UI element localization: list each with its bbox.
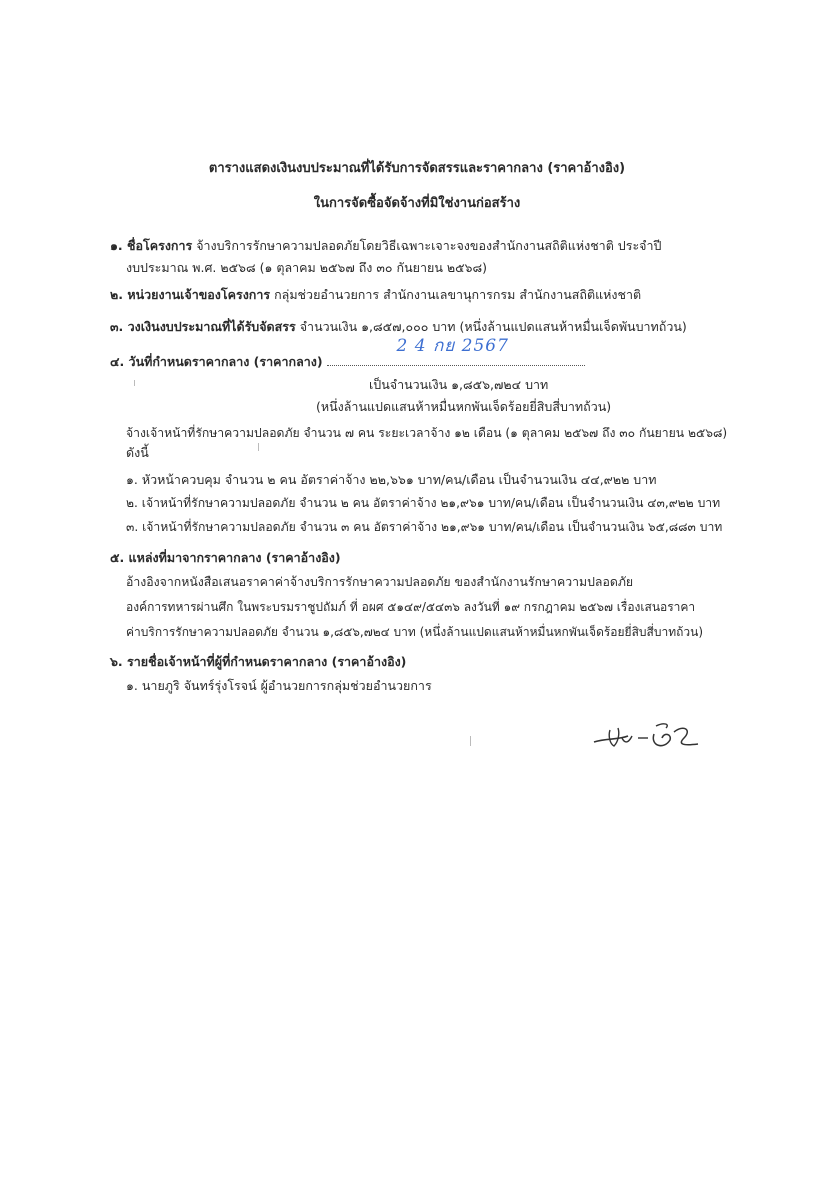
- section-1-text: จ้างบริการรักษาความปลอดภัยโดยวิธีเฉพาะเจาะจงของสำนักงานสถิติแห่งชาติ ประจำปี: [196, 238, 662, 253]
- section-6-label: ๖. รายชื่อเจ้าหน้าที่ผู้ที่กำหนดราคากลาง (ราคาอ้างอิง): [110, 654, 407, 669]
- section-4-detail-2: ดังนี้: [126, 445, 149, 460]
- section-6: [110, 653, 406, 671]
- section-3-label: ๓. วงเงินงบประมาณที่ได้รับจัดสรร: [110, 319, 296, 334]
- section-5-line: ค่าบริการรักษาความปลอดภัย จำนวน ๑,๘๕๖,๗๒๔ บาท (หนึ่งล้านแปดแสนห้าหมื่นหกพันเจ็ดร้อยยี่สิบสี่บาทถ้วน): [126, 625, 703, 639]
- section-2-text: กลุ่มช่วยอำนวยการ สำนักงานเลขานุการกรม สำนักงานสถิติแห่งชาติ: [274, 287, 642, 302]
- section-2-label: ๒. หน่วยงานเจ้าของโครงการ: [110, 287, 271, 302]
- section-4-detail: จ้างเจ้าหน้าที่รักษาความปลอดภัย จำนวน ๗ คน ระยะเวลาจ้าง ๑๒ เดือน (๑ ตุลาคม ๒๕๖๗ ถึง ๓๐ กันยายน ๒๕๖๘): [126, 426, 728, 440]
- section-5: [110, 549, 341, 567]
- section-1-label: ๑. ชื่อโครงการ: [110, 238, 193, 253]
- scan-mark: [258, 443, 259, 451]
- section-4: [110, 336, 585, 371]
- scan-mark: [470, 736, 471, 746]
- section-1-text-2: งบประมาณ พ.ศ. ๒๕๖๘ (๑ ตุลาคม ๒๕๖๗ ถึง ๓๐ กันยายน ๒๕๖๘): [126, 260, 487, 275]
- handwritten-date: 2 4 กย 2567: [396, 336, 509, 356]
- section-4-label: ๔. วันที่กำหนดราคากลาง (ราคากลาง): [110, 354, 323, 369]
- section-3: [110, 318, 687, 336]
- signature: [588, 716, 708, 756]
- section-2: [110, 286, 641, 304]
- list-item: ๒. เจ้าหน้าที่รักษาความปลอดภัย จำนวน ๒ คน อัตราค่าจ้าง ๒๑,๙๖๑ บาท/คน/เดือน เป็นจำนวนเงิน ๔๓,๙๒๒ บาท: [126, 496, 721, 510]
- document-subtitle: ในการจัดซื้อจัดจ้างที่มิใช่งานก่อสร้าง: [313, 196, 521, 211]
- scan-mark: [134, 380, 135, 386]
- section-5-line: อ้างอิงจากหนังสือเสนอราคาค่าจ้างบริการรักษาความปลอดภัย ของสำนักงานรักษาความปลอดภัย: [126, 575, 634, 589]
- section-3-text: จำนวนเงิน ๑,๘๕๗,๐๐๐ บาท (หนึ่งล้านแปดแสนห้าหมื่นเจ็ดพันบาทถ้วน): [299, 319, 687, 334]
- date-dotted-line: [327, 336, 585, 366]
- section-5-label: ๕. แหล่งที่มาจากราคากลาง (ราคาอ้างอิง): [110, 550, 341, 565]
- section-4-amount-words: (หนึ่งล้านแปดแสนห้าหมื่นหกพันเจ็ดร้อยยี่สิบสี่บาทถ้วน): [316, 399, 612, 414]
- list-item: ๑. หัวหน้าควบคุม จำนวน ๒ คน อัตราค่าจ้าง ๒๒,๖๖๑ บาท/คน/เดือน เป็นจำนวนเงิน ๔๔,๙๒๒ บาท: [126, 472, 657, 487]
- list-item: ๓. เจ้าหน้าที่รักษาความปลอดภัย จำนวน ๓ คน อัตราค่าจ้าง ๒๑,๙๖๑ บาท/คน/เดือน เป็นจำนวนเงิน ๖๕,๘๘๓ บาท: [126, 520, 723, 534]
- section-6-item: ๑. นายภูริ จันทร์รุ่งโรจน์ ผู้อำนวยการกลุ่มช่วยอำนวยการ: [126, 678, 432, 693]
- document-title: ตารางแสดงเงินงบประมาณที่ได้รับการจัดสรรและราคากลาง (ราคาอ้างอิง): [208, 161, 626, 176]
- section-1: [110, 237, 661, 255]
- section-4-amount: เป็นจำนวนเงิน ๑,๘๕๖,๗๒๔ บาท: [369, 377, 549, 392]
- section-5-line: องค์การทหารผ่านศึก ในพระบรมราชูปถัมภ์ ที่ อผศ ๕๑๔๙/๕๔๓๖ ลงวันที่ ๑๙ กรกฎาคม ๒๕๖๗ เรื่องเสนอราคา: [126, 600, 696, 614]
